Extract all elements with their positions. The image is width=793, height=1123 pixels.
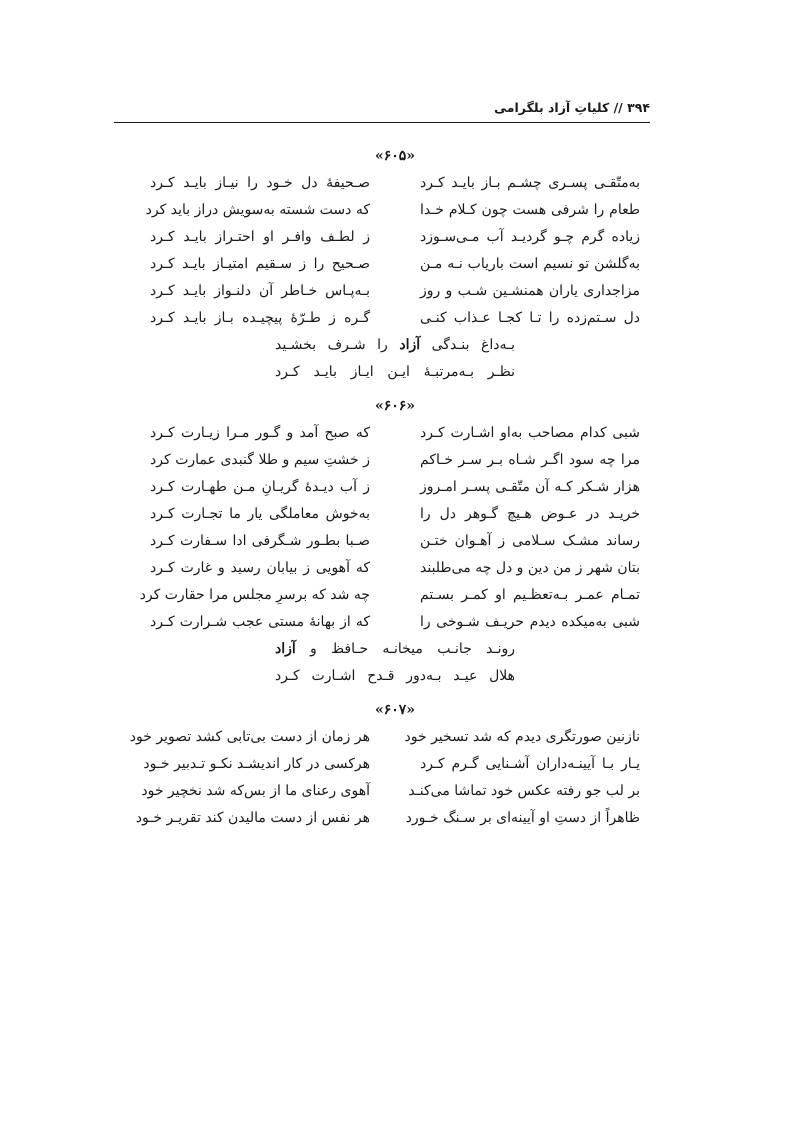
hemistich-right: شبی کدام مصاحب به‌او اشـارت کـرد [420, 425, 640, 441]
couplet [150, 224, 640, 251]
hemistich-left: که از بهانۀ مستی عجب شـرارت کـرد [150, 614, 370, 630]
hemistich-left: ز لطـف وافـر او احتـراز بایـد کـرد [150, 229, 370, 245]
hemistich-right: بر لب جو رفته عکس خود تماشا می‌کنـد [408, 783, 640, 799]
final-hemistich: رونـد جانـب میخانـه حـافظ و آزاد [275, 641, 515, 657]
hemistich-left: چه شد که برسرِ مجلس مرا حقارت کرد [139, 587, 370, 603]
hemistich-right: به‌متّقـی پسـری چشـم بـاز بایـد کـرد [420, 175, 640, 191]
hemistich-right: رساند مشـک سـلامی ز آهـوان ختـن [420, 533, 640, 549]
hemistich-right: طعام را شرفی هست چون کـلام خـدا [420, 202, 640, 218]
ghazal-number: «۶۰۵» [374, 148, 416, 164]
hemistich-right: به‌گلشن تو نسیم است باریاب نـه مـن [420, 256, 640, 272]
hemistich-left: گـره ز طـرّۀ پیچیـده بـاز بایـد کـرد [150, 310, 370, 326]
couplet [150, 170, 640, 197]
hemistich-left: که دست شسته به‌سویش دراز باید کرد [145, 202, 370, 218]
final-hemistich: نظـر بـه‌مرتبـۀ ایـن ایـاز بایـد کـرد [275, 364, 515, 380]
hemistich-right: شبی به‌میکده دیدم حریـف شـوخی را [420, 614, 640, 630]
couplet [143, 751, 640, 778]
running-header: ۳۹۴ // کلیاتِ آزاد بلگرامی [494, 100, 650, 115]
hemistich-left: که آهویی ز بیابان رسید و غارت کـرد [150, 560, 370, 576]
couplet [150, 528, 640, 555]
hemistich-right: تمـام عمـر بـه‌تعظـیم او کمـر بسـتم [420, 587, 640, 603]
hemistich-left: ز آب دیـدۀ گریـانِ مـن طهـارت کـرد [150, 479, 370, 495]
hemistich-right: زیاده گرم چـو گردیـد آب مـی‌سـوزد [420, 229, 640, 245]
hemistich-right: مزاجداری یاران همنشـین شـب و روز [420, 283, 640, 299]
final-hemistich: بـه‌داغ بنـدگی آزاد را شـرف بخشـید [275, 337, 515, 353]
hemistich-right: ظاهراً از دستِ او آیینه‌ای بر سـنگ خـورد [405, 810, 640, 826]
pen-name: آزاد [399, 337, 421, 353]
couplet [135, 805, 640, 832]
hemistich-right: خریـد در عـوض هـیچ گـوهر دل را [420, 506, 640, 522]
hemistich-right: یـار بـا آیینـه‌داران آشـنایی گـرم کـرد [420, 756, 640, 772]
hemistich-left: آهوی رعنای ما از بس‌که شد نخچیر خود [141, 783, 370, 799]
hemistich-left: صـبا بطـور شـگرفی ادا سـفارت کـرد [150, 533, 370, 549]
couplet [150, 447, 640, 474]
hemistich-right: مرا چه سود اگـر شـاه بـر سـر خـاکم [420, 452, 640, 468]
couplet [150, 555, 640, 582]
hemistich-left: صـحیح را ز سـقیم امتیـاز بایـد کـرد [150, 256, 370, 272]
hemistich-left: که صبح آمد و گـور مـرا زیـارت کـرد [150, 425, 370, 441]
couplet [150, 474, 640, 501]
hemistich-left: بـه‌پـاس خـاطر آن دلنـواز بایـد کـرد [150, 283, 370, 299]
ghazal-606 [139, 396, 640, 690]
final-couplet [275, 332, 515, 386]
hemistich-right: دل سـتم‌زده را تـا کجـا عـذاب کنـی [420, 310, 640, 326]
hemistich-left: ز خشتِ سیم و طلا گنبدی عمارت کرد [150, 452, 370, 468]
couplet [139, 582, 640, 609]
header-rule [114, 122, 650, 123]
couplet [150, 501, 640, 528]
ghazal-605 [145, 146, 640, 386]
hemistich-left: هر زمان از دست بی‌تابی کشد تصویر خود [129, 729, 370, 745]
ghazal-607 [129, 700, 640, 832]
final-hemistich: هلال عیـد بـه‌دور قـدح اشـارت کـرد [275, 668, 515, 684]
couplet [145, 197, 640, 224]
hemistich-left: صـحیفۀ دل خـود را نیـاز بایـد کـرد [150, 175, 370, 191]
couplet [150, 609, 640, 636]
couplet [150, 251, 640, 278]
final-couplet [275, 636, 515, 690]
hemistich-right: نازنین صورتگری دیدم که شد تسخیر خود [404, 729, 640, 745]
ghazal-number: «۶۰۷» [374, 702, 416, 718]
pen-name: آزاد [275, 641, 296, 657]
hemistich-right: بتان شهر ز من دین و دل چه می‌طلبند [420, 560, 640, 576]
ghazal-number: «۶۰۶» [374, 398, 416, 414]
hemistich-right: هزار شـکر کـه آن متّقـی پسـر امـروز [420, 479, 640, 495]
couplet [150, 305, 640, 332]
couplet [129, 724, 640, 751]
hemistich-left: هر نفس از دست مالیدن کند تقریـر خـود [135, 810, 370, 826]
couplet [150, 278, 640, 305]
couplet [150, 420, 640, 447]
couplet [141, 778, 640, 805]
hemistich-left: به‌خوش معاملگی یار ما تجـارت کـرد [150, 506, 370, 522]
hemistich-left: هرکسی در کار اندیشـد نکـو تـدبیر خـود [143, 756, 370, 772]
